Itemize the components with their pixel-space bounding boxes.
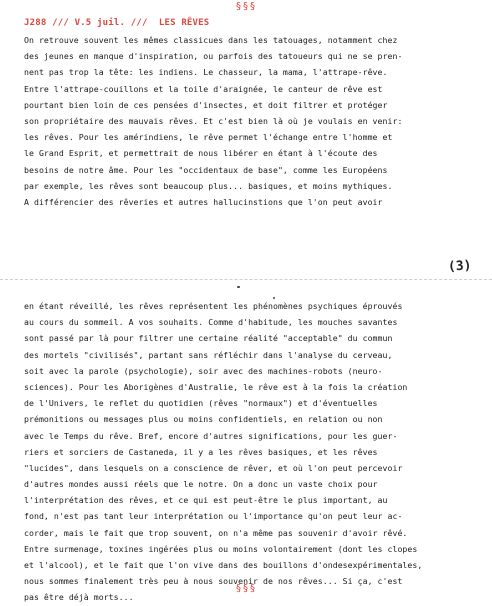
text-line: soit avec la parole (psychologie), soir avec des machines-robots (neuro- — [24, 365, 383, 376]
text-line: A différencier des rêveries et autres hallucinstions que l'on peut avoir — [24, 196, 383, 207]
text-line: Entre surmenage, toxines ingérées plus ou moins volontairement (dont les clopes — [24, 543, 418, 554]
text-line: "lucides", dans lesquels on a conscience de rêver, et où l'on peut percevoir — [24, 462, 403, 473]
text-line: sciences). Pour les Aborigènes d'Australie, le rêve est à la fois la création — [24, 381, 408, 392]
page-header: J288 /// V.5 juil. /// LES RÊVES — [24, 18, 210, 28]
text-line: d'autres mondes aussi réels que le notre. On a donc un vaste choix pour — [24, 479, 378, 490]
text-line: corder, mais le fait que trop souvent, on n'a même pas souvenir d'avoir rêvé. — [24, 527, 408, 538]
text-line: les rêves. Pour les amérindiens, le rêve permet l'échange entre l'homme et — [24, 132, 393, 143]
text-line: sont passé par là pour filtrer une certaine réalité "acceptable" du commun — [24, 333, 393, 344]
page-number-marker: (3) — [447, 258, 472, 275]
text-line: avec le Temps du rêve. Bref, encore d'autres significations, pour les guer- — [24, 430, 398, 441]
text-line: pas être déjà morts... — [24, 592, 134, 603]
text-line: nous sommes finalement très peu à nous souvenir de nos rêves... Si ça, c'est — [24, 576, 403, 587]
text-line: fond, n'est pas tant leur interprétation ou l'importance qu'on peut leur ac- — [24, 511, 403, 522]
text-line: l'interprétation des rêves, et ce qui est peut-être le plus important, au — [24, 495, 388, 506]
text-line: nent pas trop la tête: les indiens. Le chasseur, la mama, l'attrape-rêve. — [24, 67, 388, 78]
text-line: Entre l'attrape-couillons et la toile d'araignée, le canteur de rêve est — [24, 83, 383, 94]
text-section-bottom — [24, 298, 484, 606]
text-line: son propriétaire des mauvais rêves. Et c'est bien là où je voulais en venir: — [24, 115, 403, 126]
text-line: des jeunes en manque d'inspiration, ou parfois des tatoueurs qui ne se pren- — [24, 51, 403, 62]
text-line: besoins de notre âme. Pour les "occidentaux de base", comme les Européens — [24, 164, 388, 175]
text-line: pourtant bien loin de ces pensées d'insectes, et doit filtrer et protéger — [24, 99, 388, 110]
text-line: par exemple, les rêves sont beaucoup plus... basiques, et moins mythiques. — [24, 180, 393, 191]
text-line: au cours du sommeil. A vos souhaits. Comme d'habitude, les mouches savantes — [24, 317, 398, 328]
text-line: en étant réveillé, les rêves représentent les phénomènes psychiques éprouvés — [24, 301, 403, 311]
page-divider — [0, 279, 492, 280]
text-line: On retrouve souvent les mêmes classicues dans les tatouages, notamment chez — [24, 35, 398, 45]
text-line: le Grand Esprit, et permettrait de nous libérer en étant à l'écoute des — [24, 148, 378, 159]
scratch-mark — [237, 286, 240, 288]
text-section-top — [24, 32, 484, 210]
text-line: riers et sorciers de Castaneda, il y a les rêves basiques, et les rêves — [24, 446, 378, 457]
text-line: des mortels "civilisés", partant sans réfléchir dans l'analyse du cerveau, — [24, 349, 393, 360]
text-line: prémonitions ou messages plus ou moins confidentiels, en relation ou non — [24, 414, 383, 425]
text-line: et l'alcool), et le fait que l'on vive dans des bouillons d'ondesexpérimentales, — [24, 560, 423, 570]
text-line: de l'Univers, le reflet du quotidien (rêves "normaux") et d'éventuelles — [24, 398, 378, 409]
top-ornament: §§§ — [235, 1, 257, 12]
bottom-ornament: §§§ — [235, 583, 257, 594]
